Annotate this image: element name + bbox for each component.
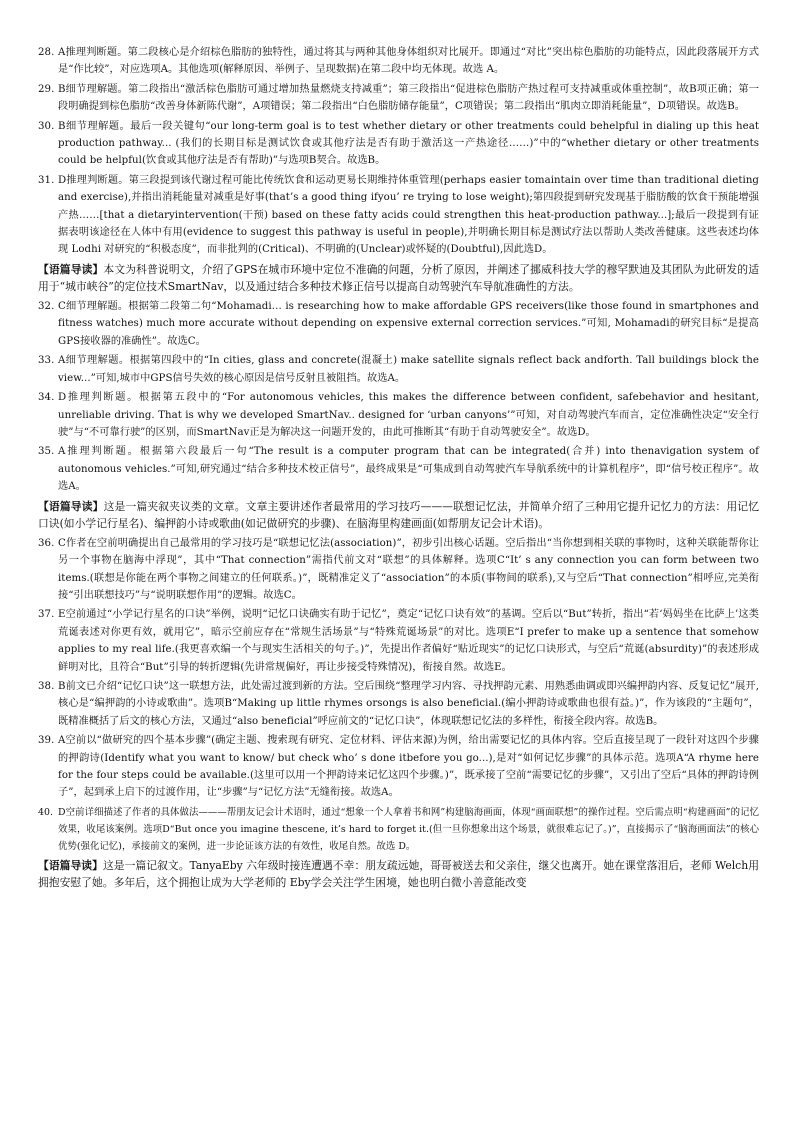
item-number: 31.: [38, 174, 55, 186]
guide-tag: 【语篇导读】: [38, 858, 103, 872]
item-number: 28.: [38, 47, 55, 58]
item-text: A细节理解题。根据第四段中的“In cities, glass and concrete(混凝土) make satellite signals reflect back andforth. Tall buildings block the view...”可知,城市中GPS信号失效的核心原因是信号反射且被阻挡。故选A。: [58, 355, 759, 384]
item-text: C作者在空前明确提出自己最常用的学习技巧是“联想记忆法(association)”，初步引出核心话题。空后指出“当你想到相关联的事物时，这种关联能帮你让另一个事物在脑海中浮现”，其中“That connection”需指代前文对“联想”的具体解释。选项C“It’ s any connection you can form between two items.(联想是你能在两个事物之间建立的任何联系。)”，既精准定义了“association”的本质(事物间的联系),又与空后“That connection”相呼应,完美衔接“引出联想技巧”与“说明联想作用”的逻辑。故选C。: [58, 537, 759, 601]
item-text: E空前通过“小学记行星名的口诀”举例，说明“记忆口诀确实有助于记忆”，奠定“记忆口诀有效”的基调。空后以“But”转折，指出“若‘妈妈坐在比萨上’这类荒诞表述对你更有效，就用它”，暗示空前应存在“常规生活场景”与“特殊荒诞场景”的对比。选项E“I prefer to make up a sentence that somehow applies to my real life.(我更喜欢编一个与现实生活相关的句子。)”，先提出作者偏好“贴近现实”的记忆口诀形式，与空后“荒诞(absurdity)”的表述形成鲜明对比，且符合“But”引导的转折逻辑(先讲常规偏好，再让步接受特殊情况)，衔接自然。故选E。: [58, 609, 759, 673]
item-number: 33.: [38, 355, 55, 367]
answer-item-37: [38, 606, 759, 676]
answer-item-29: [38, 81, 759, 116]
guide-tag: 【语篇导读】: [38, 262, 104, 276]
answer-item-38: [38, 678, 759, 730]
item-text: D推理判断题。根据第五段中的“For autonomous vehicles, this makes the difference between confident, safebehavior and hesitant, unreliable driving. That is why we developed SmartNav.. designed for ‘urban canyons’”可知，对自动驾驶汽车而言，定位准确性决定“安全行驶”与“不可靠行驶”的区别，而SmartNav正是为解决这一问题开发的，由此可推断其“有助于自动驾驶安全”。故选D。: [58, 392, 759, 438]
guide-text: 本文为科普说明文，介绍了GPS在城市环境中定位不准确的问题，分析了原因，并阐述了挪威科技大学的穆罕默迪及其团队为此研发的适用于“城市峡谷”的定位技术SmartNav，以及通过结合多种技术修正信号以提高自动驾驶汽车导航准确性的方法。: [38, 262, 760, 294]
item-text: A空前以“做研究的四个基本步骤”(确定主题、搜索现有研究、定位材料、评估来源)为例，给出需要记忆的具体内容。空后直接呈现了一段针对这四个步骤的押韵诗(Identify what you want to know/ but check who’ s done itbefore you go...),是对“如何记忆步骤”的具体示范。选项A“A rhyme here for the four steps could be available.(这里可以用一个押韵诗来记忆这四个步骤。)”，既承接了空前“需要记忆的步骤”，又引出了空后“具体的押韵诗例子”，起到承上启下的过渡作用，让“步骤”与“记忆方法”无缝衔接。故选A。: [58, 735, 759, 799]
answer-item-28: [38, 44, 759, 79]
passage-guide-memory: [38, 498, 759, 533]
answer-group-28-31: [38, 44, 759, 259]
answer-item-39: [38, 732, 759, 802]
item-number: 29.: [38, 83, 55, 95]
item-text: B细节理解题。最后一段关键句“our long-term goal is to test whether dietary or other treatments could behelpful in dialing up this heat production pathway... (我们的长期目标是测试饮食或其他疗法是否有助于激活这一产热途径……)”中的“whether dietary or other treatments could be helpful(饮食或其他疗法是否有帮助)”与选项B契合。故选B。: [58, 120, 759, 167]
passage-guide-narrative: [38, 857, 759, 892]
item-text: D空前详细描述了作者的具体做法———帮朋友记会计术语时，通过“想象一个人拿着书和网”构建脑海画面，体现“画面联想”的操作过程。空后需点明“构建画面”的记忆效果，收尾该案例。选项D“But once you imagine thescene, it’s hard to forget it.(但一旦你想象出这个场景，就很难忘记了。)”，直接揭示了“脑海画面法”的核心优势(强化记忆)，承接前文的案例，进一步论证该方法的有效性，收尾自然。故选 D。: [58, 806, 759, 852]
answer-item-33: [38, 352, 759, 387]
item-number: 34.: [38, 392, 55, 404]
item-text: A推理判断题。根据第六段最后一句“The result is a computer program that can be integrated(合并) into thenavigation system of autonomous vehicles.”可知,研究通过“结合多种技术校正信号”，最终成果是“可集成到自动驾驶汽车导航系统中的计算机程序”，即“信号校正程序”。故选A。: [58, 446, 759, 493]
guide-text: 这是一篇夹叙夹议类的文章。文章主要讲述作者最常用的学习技巧———联想记忆法，并简单介绍了三种用它提升记忆力的方法：用记忆口诀(如小学记行星名)、编押韵小诗或歌曲(如记做研究的步骤)、在脑海里构建画面(如帮朋友记会计术语)。: [38, 499, 760, 531]
item-number: 35.: [38, 446, 55, 458]
item-number: 30.: [38, 120, 55, 132]
item-text: C细节理解题。根据第二段第二句“Mohamadi… is researching how to make affordable GPS receivers(like those found in smartphones and fitness watches) much more accurate without depending on expensive external correction services.”可知, Mohamadi的研究目标“是提高GPS接收器的准确性”。故选C。: [58, 301, 759, 347]
item-text: B前文已介绍“记忆口诀”这一联想方法，此处需过渡到新的方法。空后围绕“整理学习内容、寻找押韵元素、用熟悉曲调或即兴编押韵内容、反复记忆”展开,核心是“编押韵的小诗或歌曲”。选项B“Making up little rhymes orsongs is also beneficial.(编小押韵诗或歌曲也很有益。)”，作为该段的“主题句”，既精准概括了后文的核心方法，又通过“also beneficial”呼应前文的“记忆口诀”，体现联想记忆法的多样性，衔接全段内容。故选B。: [58, 680, 759, 727]
answer-item-31: [38, 172, 759, 259]
item-text: B细节理解题。第二段指出“激活棕色脂肪可通过增加热量燃烧支持减重”；第三段指出“促进棕色脂肪产热过程可支持减重或体重控制”，故B项正确；第一段明确提到棕色脂肪“改善身体新陈代谢”，A项错误；第二段指出“白色脂肪储存能量”，C项错误；第二段指出“肌肉立即消耗能量”，D项错误。故选B。: [58, 83, 759, 113]
answer-item-40: [38, 804, 759, 855]
item-number: 39.: [38, 735, 55, 747]
answer-item-34: [38, 389, 759, 441]
answer-group-36-40: [38, 535, 759, 855]
item-number: 38.: [38, 680, 55, 692]
item-text: D推理判断题。第三段提到该代谢过程可能比传统饮食和运动更易长期维持体重管理(perhaps easier tomaintain over time than traditional dieting and exercise),并指出消耗能量对减重是好事(that’s a good thing ifyou’ re trying to lose weight);第四段提到研究发现基于脂肪酸的饮食干预能增强产热……[that a dietaryintervention(干预) based on these fatty acids could strengthen this heat-production pathway...];最后一段提到有证据表明该途径在人体中有用(evidence to suggest this pathway is useful in people),并明确长期目标是测试疗法以帮助人类改善健康。这些表述均体现 Lodhi 对研究的“积极态度”，而非批判的(Critical)、不明确的(Unclear)或怀疑的(Doubtful),因此选D。: [58, 174, 759, 256]
answer-group-32-35: [38, 298, 759, 495]
item-number: 40.: [38, 806, 54, 818]
item-number: 36.: [38, 537, 55, 549]
guide-tag: 【语篇导读】: [38, 499, 104, 513]
answer-item-35: [38, 443, 759, 495]
guide-text: 这是一篇记叙文。TanyaEby 六年级时接连遭遇不幸：朋友疏远她，哥哥被送去和父亲住，继父也离开。她在课堂落泪后，老师 Welch用拥抱安慰了她。多年后，这个拥抱让成为大学老师的 Eby学会关注学生困境，她也明白微小善意能改变: [38, 858, 759, 890]
answer-item-30: [38, 118, 759, 170]
item-text: A推理判断题。第二段核心是介绍棕色脂肪的独特性，通过将其与两种其他身体组织对比展开。即通过“对比”突出棕色脂肪的功能特点，因此段落展开方式是“作比较”，对应选项A。其他选项(解释原因、举例子、呈现数据)在第二段中均无体现。故选 A。: [58, 47, 759, 76]
item-number: 37.: [38, 609, 55, 621]
answer-item-36: [38, 535, 759, 605]
passage-guide-gps: [38, 261, 759, 296]
item-number: 32.: [38, 301, 55, 313]
answer-item-32: [38, 298, 759, 350]
